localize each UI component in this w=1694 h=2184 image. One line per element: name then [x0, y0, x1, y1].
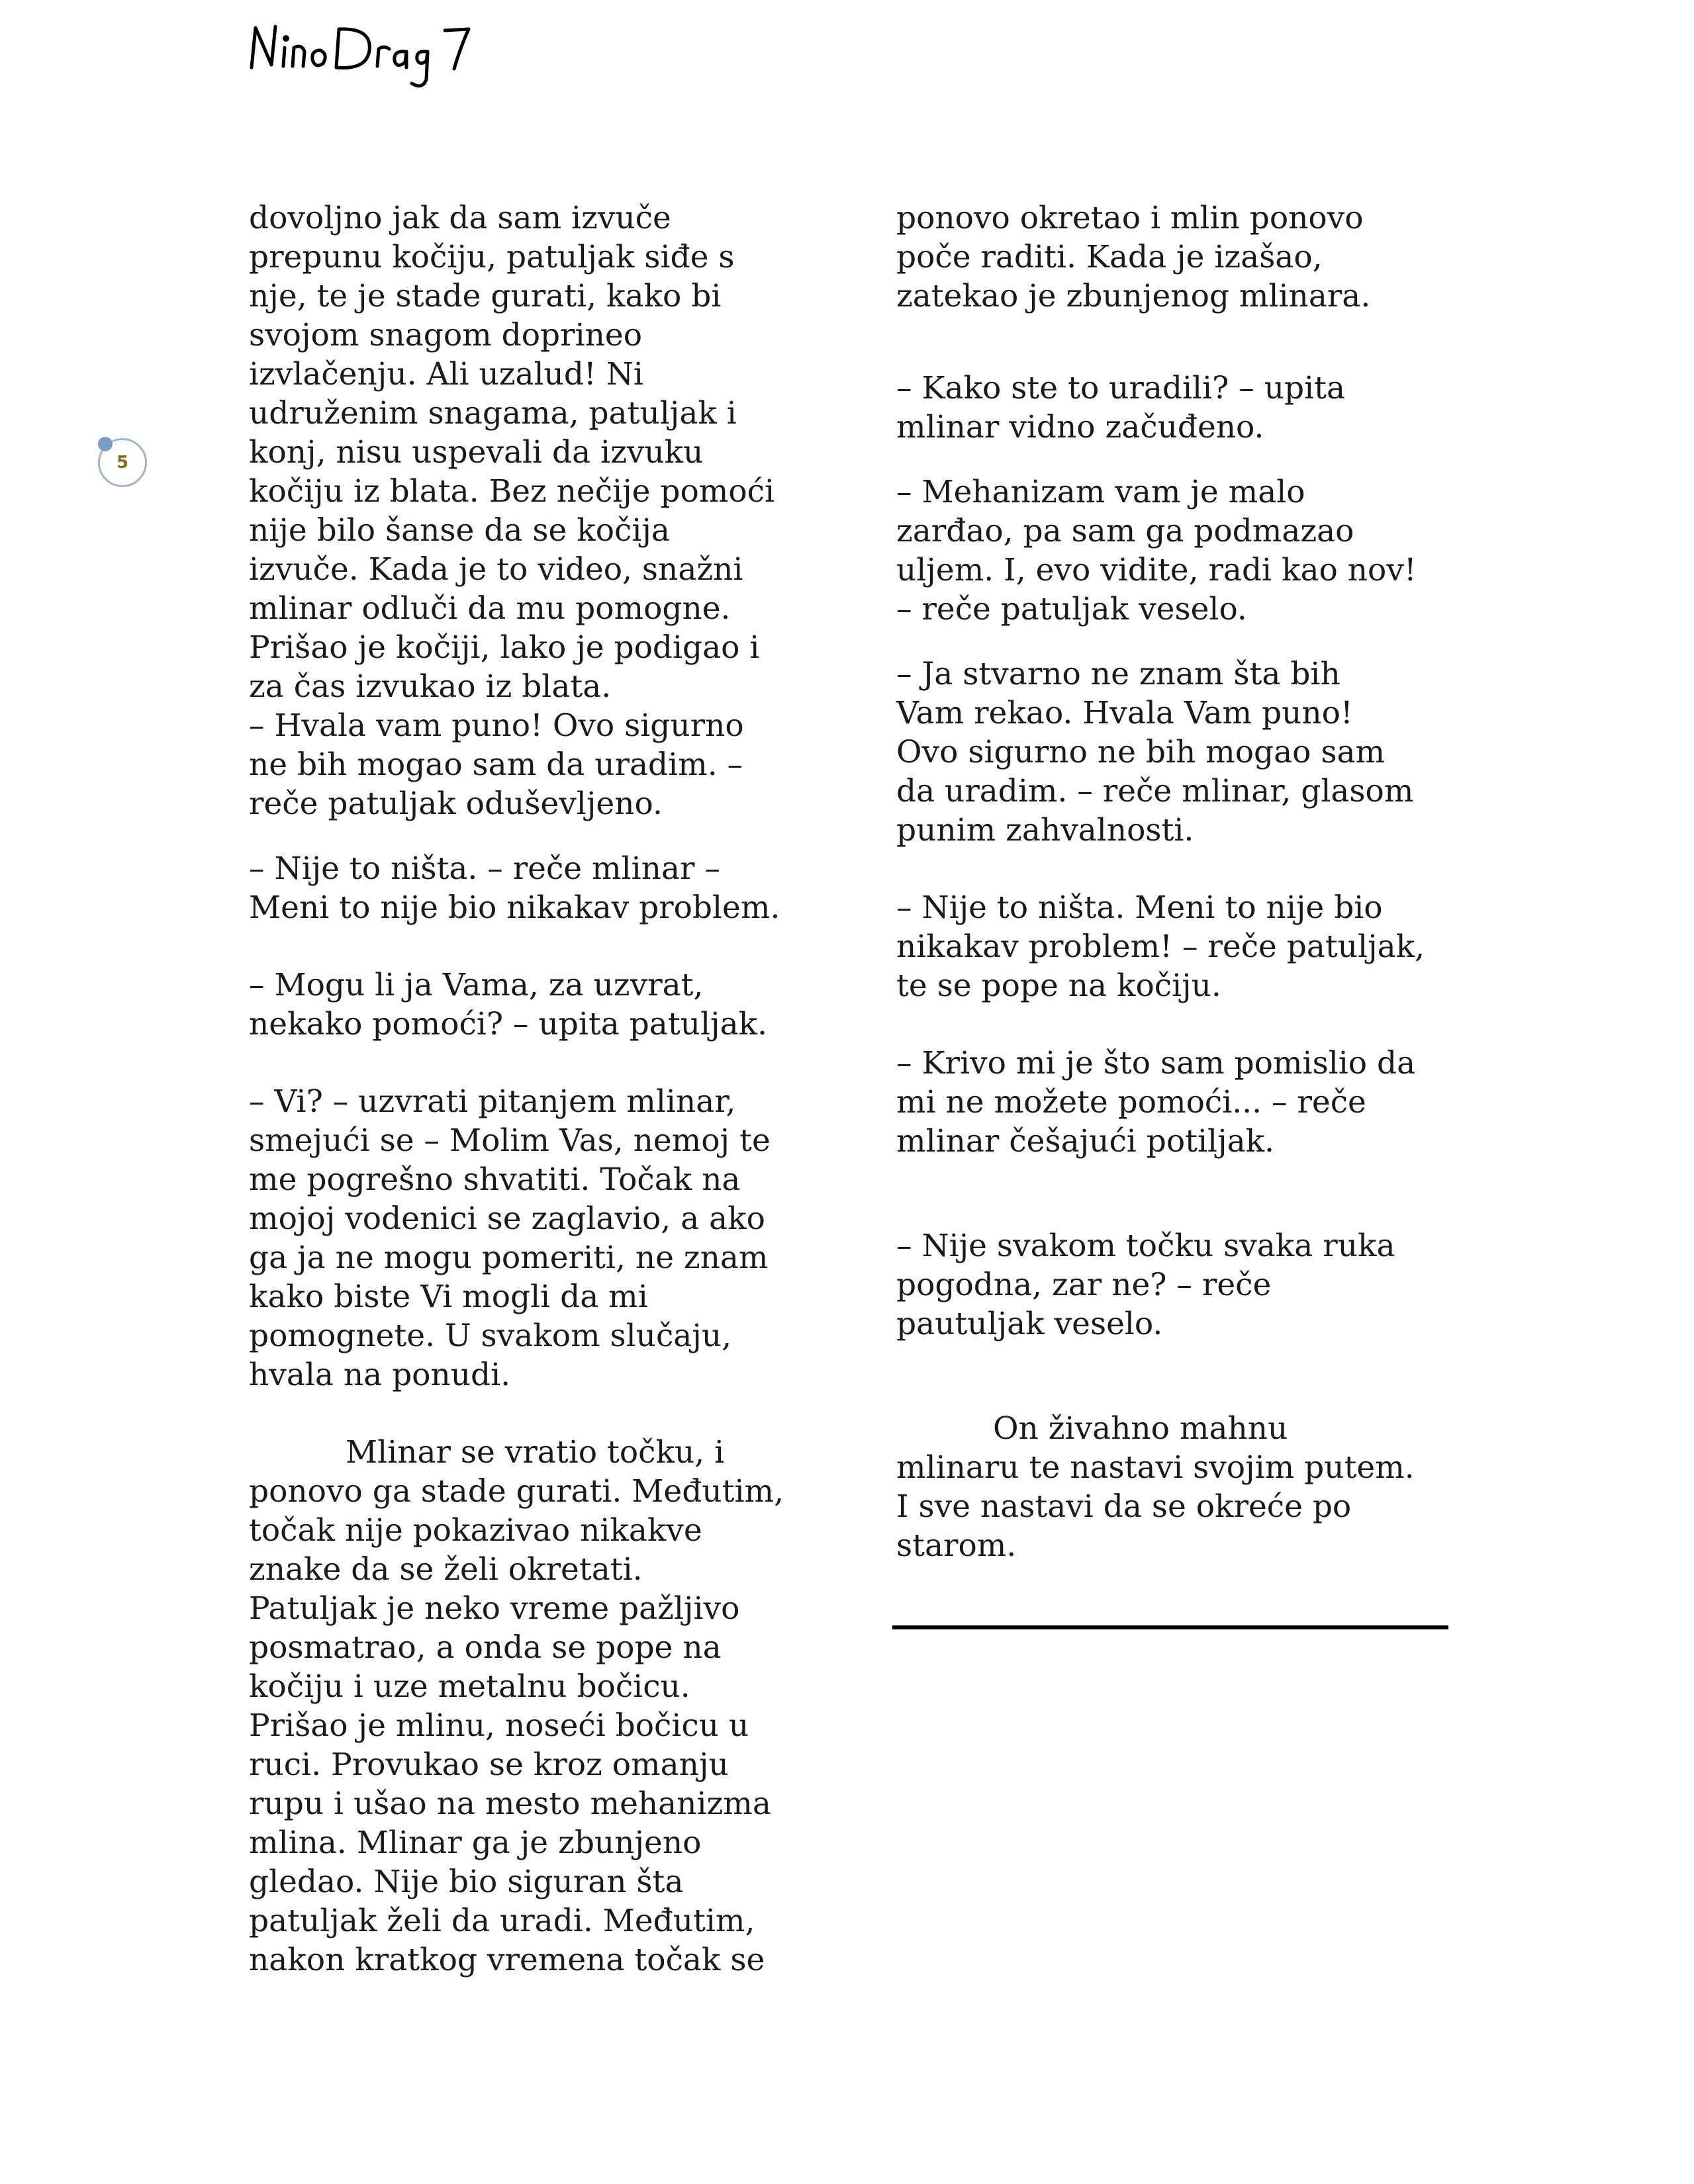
logo-handwritten-icon [246, 13, 498, 93]
paragraph: On živahno mahnu mlinaru te nastavi svojim putem. I sve nastavi da se okreće po starom. [896, 1410, 1415, 1564]
logo [246, 13, 498, 93]
page-number-dot-icon [98, 437, 113, 451]
paragraph: – Nije to ništa. – reče mlinar – Meni to nije bio nikakav problem. [249, 850, 780, 926]
page-number-label: 5 [116, 453, 129, 473]
left-column [249, 199, 818, 1979]
paragraph: – Kako ste to uradili? – upita mlinar vidno začuđeno. [896, 370, 1345, 445]
paragraph: – Krivo mi je što sam pomislio da mi ne možete pomoći... – reče mlinar češajući potiljak. [896, 1045, 1416, 1160]
paragraph: – Nije svakom točku svaka ruka pogodna, zar ne? – reče pautuljak veselo. [896, 1228, 1395, 1342]
paragraph: – Mogu li ja Vama, za uzvrat, nekako pomoći? – upita patuljak. [249, 967, 768, 1042]
paragraph: – Nije to ništa. Meni to nije bio nikakav problem! – reče patuljak, te se pope na kočiju. [896, 889, 1425, 1004]
paragraph: ponovo okretao i mlin ponovo poče raditi. Kada je izašao, zatekao je zbunjenog mlinara. [896, 200, 1371, 314]
paragraph: Mlinar se vratio točku, i ponovo ga stade gurati. Međutim, točak nije pokazivao nikakve znake da se želi okretati. Patuljak je neko vreme pažljivo posmatrao, a onda se pope na kočiju i uze metalnu bočicu. Prišao je mlinu, noseći bočicu u ruci. Provukao se kroz omanju rupu i ušao na mesto mehanizma mlina. Mlinar ga je zbunjeno gledao. Nije bio siguran šta patuljak želi da uradi. Međutim, nakon kratkog vremena točak se [249, 1434, 784, 1978]
paragraph: – Ja stvarno ne znam šta bih Vam rekao. Hvala Vam puno! Ovo sigurno ne bih mogao sam da uradim. – reče mlinar, glasom punim zahvalnosti. [896, 656, 1414, 848]
paragraph: – Vi? – uzvrati pitanjem mlinar, smejući se – Molim Vas, nemoj te me pogrešno shvatiti. Točak na mojoj vodenici se zaglavio, a ako ga ja ne mogu pomeriti, ne znam kako biste Vi mogli da mi pomognete. U svakom slučaju, hvala na ponudi. [249, 1083, 771, 1393]
paragraph: – Mehanizam vam je malo zarđao, pa sam ga podmazao uljem. I, evo vidite, radi kao nov! – reče patuljak veselo. [896, 474, 1417, 627]
paragraph: dovoljno jak da sam izvuče prepunu kočiju, patuljak siđe s nje, te je stade gurati, kako bi svojom snagom doprineo izvlačenju. Ali uzalud! Ni udruženim snagama, patuljak i konj, nisu uspevali da izvuku kočiju iz blata. Bez nečije pomoći nije bilo šanse da se kočija izvuče. Kada je to video, snažni mlinar odluči da mu pomogne. Prišao je kočiji, lako je podigao i za čas izvukao iz blata. – Hvala vam puno! Ovo sigurno ne bih mogao sam da uradim. – reče patuljak oduševljeno. [249, 200, 775, 822]
right-column [896, 199, 1466, 1565]
end-rule [892, 1625, 1448, 1629]
